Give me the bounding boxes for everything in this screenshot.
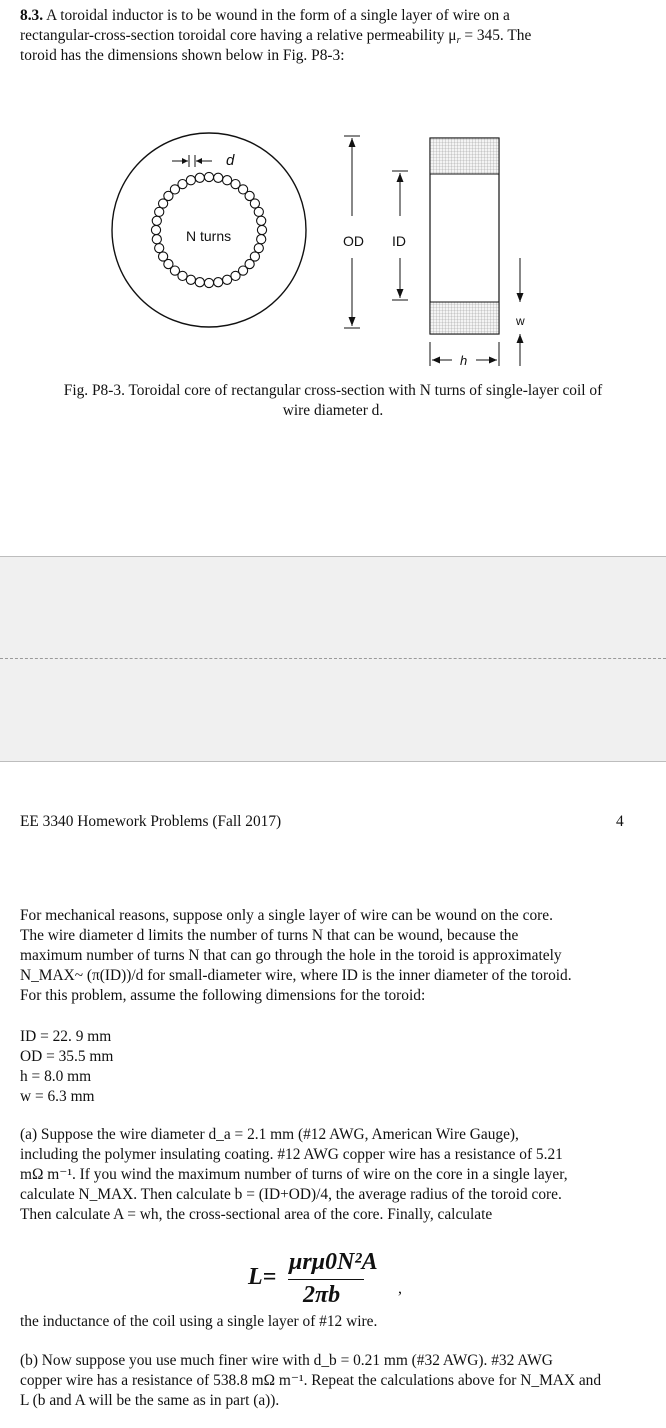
- intro-line-1: 8.3. A toroidal inductor is to be wound in the form of a single layer of wire on a: [20, 7, 510, 24]
- wire-turn: [223, 176, 232, 185]
- wire-turn: [152, 216, 161, 225]
- part-a-line-2: including the polymer insulating coating. #12 AWG copper wire has a resistance of 5.21: [20, 1146, 563, 1163]
- part-b-paragraph: [20, 1351, 601, 1411]
- caption-line-1: Fig. P8-3. Toroidal core of rectangular cross-section with N turns of single-layer coil of: [63, 382, 603, 399]
- intro-line-3: toroid has the dimensions shown below in Fig. P8-3:: [20, 47, 345, 64]
- wire-turn: [195, 278, 204, 287]
- page-break-gap: [0, 556, 666, 762]
- dim-h: h = 8.0 mm: [20, 1068, 92, 1085]
- mech-line-2: The wire diameter d limits the number of turns N that can be wound, because the: [20, 927, 519, 944]
- label-w: w: [516, 314, 525, 328]
- wire-turn: [231, 271, 240, 280]
- wire-turn: [155, 244, 164, 253]
- label-n-turns: N turns: [186, 228, 232, 244]
- label-h: h: [460, 353, 468, 368]
- mechanical-paragraph: [20, 906, 572, 1006]
- formula-trailing-comma: ,: [398, 1280, 402, 1297]
- wire-diameter-marker: [172, 155, 212, 167]
- part-b-line-2: copper wire has a resistance of 538.8 mΩ m⁻¹. Repeat the calculations above for N_MAX and: [20, 1372, 602, 1389]
- wire-turn: [195, 173, 204, 182]
- od-dimension: [344, 136, 360, 328]
- dim-od: OD = 35.5 mm: [20, 1048, 114, 1065]
- wire-turn: [254, 244, 263, 253]
- wire-turn: [204, 278, 213, 287]
- page-break-dashed-line: [0, 658, 666, 659]
- label-d: d: [226, 152, 235, 169]
- part-a-line-4: calculate N_MAX. Then calculate b = (ID+OD)/4, the average radius of the toroid core.: [20, 1186, 562, 1203]
- label-od: OD: [343, 233, 364, 249]
- w-dimension: [517, 258, 524, 366]
- part-b-line-1: (b) Now suppose you use much finer wire with d_b = 0.21 mm (#32 AWG). #32 AWG: [20, 1352, 553, 1369]
- part-a-paragraph: [20, 1125, 568, 1225]
- wire-turn: [223, 275, 232, 284]
- dimension-list: [20, 1027, 113, 1107]
- top-winding-layer: [430, 138, 499, 174]
- problem-number: 8.3.: [20, 7, 44, 24]
- mech-line-5: For this problem, assume the following dimensions for the toroid:: [20, 987, 426, 1004]
- wire-turn: [155, 207, 164, 216]
- wire-turn: [152, 235, 161, 244]
- wire-turn: [151, 225, 160, 234]
- formula-numerator: μrμ0N²A: [289, 1249, 378, 1275]
- toroid-figure: [100, 130, 540, 370]
- mech-line-4: N_MAX~ (π(ID))/d for small-diameter wire, where ID is the inner diameter of the toroid.: [20, 967, 572, 984]
- part-a-line-3: mΩ m⁻¹. If you wind the maximum number of turns of wire on the core in a single layer,: [20, 1166, 568, 1183]
- wire-turn: [214, 173, 223, 182]
- wire-turn: [204, 172, 213, 181]
- wire-turn: [186, 275, 195, 284]
- wire-turn: [257, 235, 266, 244]
- formula-fraction-bar: [288, 1279, 364, 1280]
- page-number: 4: [616, 813, 624, 830]
- wire-turn: [257, 216, 266, 225]
- bottom-winding-layer: [430, 302, 499, 334]
- dim-w: w = 6.3 mm: [20, 1088, 95, 1105]
- wire-turn: [257, 225, 266, 234]
- wire-turn: [186, 176, 195, 185]
- mech-line-3: maximum number of turns N that can go through the hole in the toroid is approximately: [20, 947, 562, 964]
- part-a-line-1: (a) Suppose the wire diameter d_a = 2.1 mm (#12 AWG, American Wire Gauge),: [20, 1126, 519, 1143]
- mech-line-1: For mechanical reasons, suppose only a single layer of wire can be wound on the core.: [20, 907, 553, 924]
- wire-turn: [214, 278, 223, 287]
- page-header-title: EE 3340 Homework Problems (Fall 2017): [20, 813, 282, 830]
- intro-line-2: rectangular-cross-section toroidal core having a relative permeability $\mu_r = 345$. The: [20, 27, 532, 46]
- formula-lhs: L=: [248, 1264, 277, 1290]
- caption-line-2: wire diameter d.: [282, 402, 384, 419]
- figure-caption: [0, 381, 666, 421]
- part-a-line-5: Then calculate A = wh, the cross-sectional area of the core. Finally, calculate: [20, 1206, 493, 1223]
- problem-intro: [20, 6, 531, 66]
- formula-denominator: 2πb: [303, 1282, 341, 1308]
- wire-turn: [250, 199, 259, 208]
- part-b-line-3: L (b and A will be the same as in part (a)).: [20, 1392, 280, 1409]
- label-id: ID: [392, 233, 406, 249]
- wire-turn: [159, 252, 168, 261]
- wire-turn: [254, 207, 263, 216]
- dim-id: ID = 22. 9 mm: [20, 1028, 112, 1045]
- part-a-after-formula: the inductance of the coil using a single layer of #12 wire.: [20, 1313, 378, 1330]
- wire-turn: [178, 180, 187, 189]
